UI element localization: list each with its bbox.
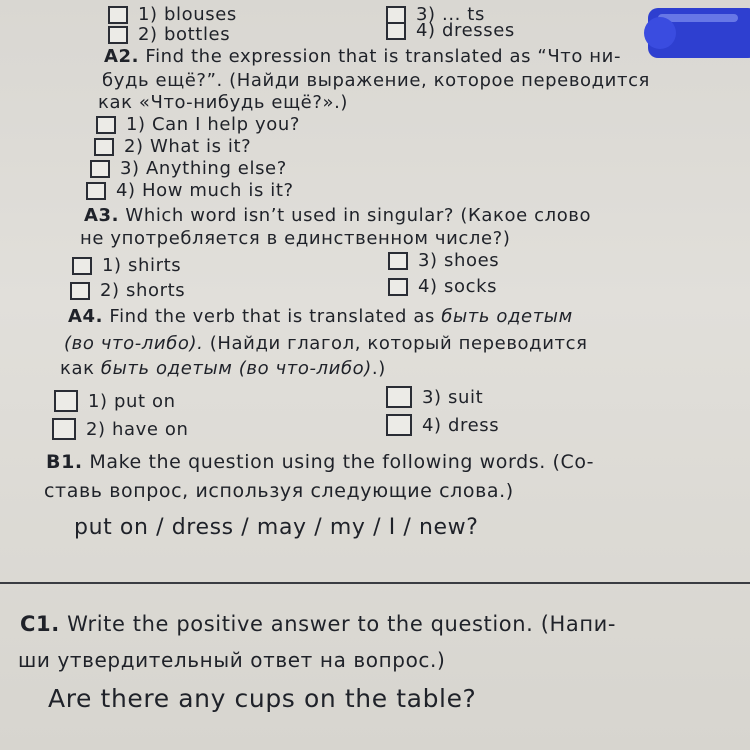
a4-number: A4. — [68, 306, 104, 327]
c1-number: C1. — [20, 612, 60, 636]
a3-question-line-2: не употребляется в единственном числе?) — [80, 228, 511, 249]
answer-line[interactable] — [0, 582, 750, 584]
prev-option-2[interactable]: 2) bottles — [108, 24, 230, 45]
checkbox[interactable] — [386, 414, 412, 436]
checkbox[interactable] — [90, 160, 110, 178]
checkbox[interactable] — [72, 257, 92, 275]
a3-option-1[interactable]: 1) shirts — [72, 255, 181, 276]
a4-question-line-2: (во что-либо). (Найди глагол, который переводится — [64, 333, 588, 354]
a4-question-line-1: A4. Find the verb that is translated as быть одетым — [68, 306, 573, 327]
checkbox[interactable] — [96, 116, 116, 134]
checkbox[interactable] — [86, 182, 106, 200]
checkbox[interactable] — [388, 278, 408, 296]
a3-option-4[interactable]: 4) socks — [388, 276, 497, 297]
a3-question-line-1: A3. Which word isn’t used in singular? (Какое слово — [84, 205, 592, 226]
a4-question-line-3: как быть одетым (во что-либо).) — [60, 358, 386, 379]
checkbox[interactable] — [54, 390, 78, 412]
a4-option-2[interactable]: 2) have on — [52, 418, 189, 440]
prev-option-3[interactable]: 3) ... ts — [386, 4, 485, 25]
b1-question-line-2: ставь вопрос, используя следующие слова.) — [44, 480, 514, 502]
pen-icon — [630, 0, 750, 70]
a2-option-2[interactable]: 2) What is it? — [94, 136, 251, 157]
a2-option-4[interactable]: 4) How much is it? — [86, 180, 294, 201]
a2-question-line-2: будь ещё?”. (Найди выражение, которое переводится — [102, 70, 650, 91]
prev-option-4[interactable]: 4) dresses — [386, 20, 515, 41]
a2-question-line-3: как «Что-нибудь ещё?».) — [98, 92, 349, 113]
c1-question: Are there any cups on the table? — [48, 684, 477, 713]
c1-question-line-1: C1. Write the positive answer to the question. (Напи- — [20, 612, 617, 636]
checkbox[interactable] — [70, 282, 90, 300]
a4-option-1[interactable]: 1) put on — [54, 390, 176, 412]
checkbox[interactable] — [108, 6, 128, 24]
a4-option-3[interactable]: 3) suit — [386, 386, 483, 408]
a2-number: A2. — [104, 46, 140, 67]
a3-option-3[interactable]: 3) shoes — [388, 250, 499, 271]
b1-question-line-1: B1. Make the question using the following words. (Со- — [46, 451, 595, 473]
prev-option-1[interactable]: 1) blouses — [108, 4, 237, 25]
checkbox[interactable] — [386, 386, 412, 408]
checkbox[interactable] — [388, 252, 408, 270]
a3-option-2[interactable]: 2) shorts — [70, 280, 185, 301]
checkbox[interactable] — [52, 418, 76, 440]
checkbox[interactable] — [94, 138, 114, 156]
c1-question-line-2: ши утвердительный ответ на вопрос.) — [18, 648, 446, 672]
a2-option-3[interactable]: 3) Anything else? — [90, 158, 287, 179]
a2-option-1[interactable]: 1) Can I help you? — [96, 114, 300, 135]
a2-question-line-1: A2. Find the expression that is translated as “Что ни- — [104, 46, 622, 67]
checkbox[interactable] — [108, 26, 128, 44]
a4-option-4[interactable]: 4) dress — [386, 414, 499, 436]
checkbox[interactable] — [386, 22, 406, 40]
b1-number: B1. — [46, 451, 83, 473]
b1-words: put on / dress / may / my / I / new? — [74, 515, 479, 540]
a3-number: A3. — [84, 205, 120, 226]
